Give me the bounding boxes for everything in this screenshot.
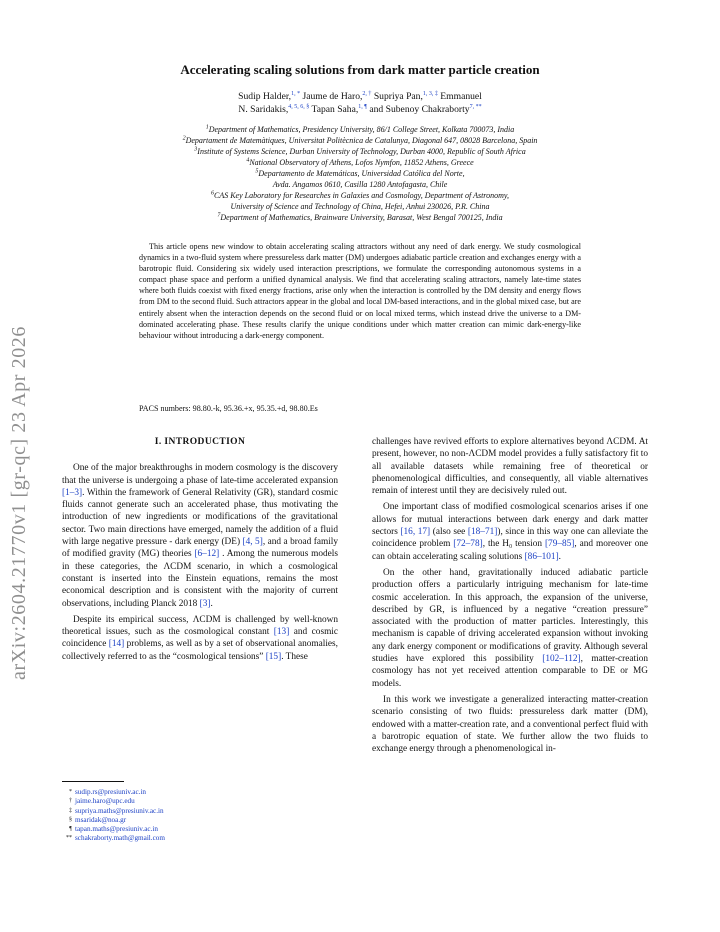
footnote bbox=[62, 834, 322, 843]
paragraph: challenges have revived efforts to explore alternatives beyond ΛCDM. At present, however, no non-ΛCDM model provides a fully satisfactory fit to all available datasets while remaining free of theoretical or phenomenological difficulties, and consequently, all viable alternatives remain of interest until they are decisively ruled out. bbox=[372, 437, 648, 497]
paragraph: Despite its empirical success, ΛCDM is challenged by well-known theoretical issues, such as the cosmological constant [13] and cosmic coincidence [14] problems, as well as by a set of observational anomalies, collectively referred to as the “cosmological tensions” [15]. These bbox=[62, 614, 339, 662]
author-affiliation-marker[interactable]: 1, ¶ bbox=[358, 103, 367, 110]
footnote bbox=[62, 816, 322, 825]
citation-link[interactable]: [18–71] bbox=[467, 527, 498, 538]
email-link[interactable]: supriya.maths@presiuniv.ac.in bbox=[75, 806, 164, 815]
footnote-marker: ‡ bbox=[69, 807, 72, 814]
affiliation bbox=[100, 201, 620, 212]
affiliation-number: 7 bbox=[217, 212, 221, 219]
footnote-marker: ¶ bbox=[69, 826, 72, 833]
pacs-numbers: PACS numbers: 98.80.-k, 95.36.+x, 95.35.+d, 98.80.Es bbox=[139, 404, 318, 413]
arxiv-sidebar bbox=[0, 0, 44, 932]
affiliation bbox=[100, 212, 620, 223]
author-name: Supriya Pan, bbox=[373, 91, 423, 102]
affiliation-text: CAS Key Laboratory for Researches in Galaxies and Cosmology, Department of Astronomy, bbox=[213, 191, 509, 200]
affiliation bbox=[100, 135, 620, 146]
affiliation-number: 2 bbox=[182, 135, 186, 142]
citation-link[interactable]: [86–101] bbox=[524, 551, 559, 562]
citation-link[interactable]: [15] bbox=[265, 651, 282, 662]
email-link[interactable]: tapan.maths@presiuniv.ac.in bbox=[75, 825, 158, 834]
affiliation-text: Avda. Angamos 0610, Casilla 1280 Antofagasta, Chile bbox=[272, 180, 448, 189]
right-column bbox=[372, 436, 648, 759]
affiliations bbox=[100, 124, 620, 223]
affiliation bbox=[100, 157, 620, 168]
footnote-divider bbox=[62, 781, 124, 782]
paragraph: One of the major breakthroughs in modern cosmology is the discovery that the universe is undergoing a phase of late-time accelerated expansion [1–3]. Within the framework of General Relativity (GR), standard cosmic fluids cannot generate such an accelerated phase, thus motivating the introduction of new ingredients or modifications of the gravitational sector. Two main directions have emerged, namely the addition of a fluid with large negative pressure - dark energy (DE) [4, 5], and a broad family of modified gravity (MG) theories [6–12] . Among the numerous models in these categories, the ΛCDM scenario, in which a cosmological constant is inserted into the Einstein equations, remains the most economical description and is consistent with the majority of current observations, including Planck 2018 [3]. bbox=[62, 463, 339, 609]
affiliation-text: National Observatory of Athens, Lofos Nymfon, 11852 Athens, Greece bbox=[249, 158, 474, 167]
footnote-marker: † bbox=[69, 798, 72, 805]
citation-link[interactable]: [102–112] bbox=[542, 654, 581, 665]
email-link[interactable]: msaridak@noa.gr bbox=[75, 815, 127, 824]
citation-link[interactable]: [16, 17] bbox=[400, 527, 431, 538]
affiliation bbox=[100, 168, 620, 179]
author-list bbox=[120, 90, 600, 116]
affiliation-text: University of Science and Technology of China, Hefei, Anhui 230026, P.R. China bbox=[230, 202, 490, 211]
footnotes bbox=[62, 788, 322, 844]
affiliation-number: 3 bbox=[194, 146, 198, 153]
footnote-marker: * bbox=[69, 789, 72, 795]
paper-title: Accelerating scaling solutions from dark matter particle creation bbox=[180, 62, 540, 77]
affiliation-number: 5 bbox=[255, 168, 259, 175]
affiliation bbox=[100, 179, 620, 190]
author-name: Sudip Halder, bbox=[238, 91, 292, 102]
citation-link[interactable]: [79–85] bbox=[544, 539, 575, 550]
arxiv-identifier: arXiv:2604.21770v1 [gr-qc] 23 Apr 2026 bbox=[8, 325, 30, 680]
citation-link[interactable]: [14] bbox=[108, 639, 125, 650]
footnote bbox=[62, 807, 322, 816]
author-affiliation-marker[interactable]: 4, 5, 6, § bbox=[288, 103, 310, 110]
author-name: and Subenoy Chakraborty bbox=[369, 104, 470, 115]
author-name: N. Saridakis, bbox=[238, 104, 289, 115]
author-affiliation-marker[interactable]: 7, ** bbox=[469, 103, 482, 110]
footnote bbox=[62, 788, 322, 797]
affiliation bbox=[100, 190, 620, 201]
author-affiliation-marker[interactable]: 2, † bbox=[362, 90, 372, 97]
author-line-1 bbox=[120, 90, 600, 103]
footnote-marker: ** bbox=[66, 835, 72, 842]
affiliation bbox=[100, 124, 620, 135]
author-affiliation-marker[interactable]: 1, 3, ‡ bbox=[422, 90, 438, 97]
email-link[interactable]: sudip.rs@presiuniv.ac.in bbox=[75, 788, 147, 796]
abstract: This article opens new window to obtain accelerating scaling attractors without any need of dark energy. We study cosmological dynamics in a two-fluid system where pressureless dark matter (DM) undergoes adiabatic particle creation and exchanges energy with a barotropic fluid. Considering six widely used interaction prescriptions, we formulate the corresponding autonomous systems in a compact phase space and perform a unified dynamical analysis. We find that accelerating scaling attractors, namely late-time states where both fluids coexist with fixed energy fractions, arise only when the interaction is controlled by the DM density and energy flows from DM to the second fluid. Such attractors appear in the global and local DM-based interactions, and in the global mixed case, but are entirely absent when the interaction depends on the second fluid or on local mixed terms, which instead drive the universe to a DM-dominated accelerating phase. These results clarify the unique conditions under which matter creation can mimic dark-energy-like behaviour without introducing a dark-energy component. bbox=[139, 242, 581, 340]
citation-link[interactable]: [4, 5] bbox=[242, 537, 263, 548]
author-affiliation-marker[interactable]: 1, * bbox=[291, 90, 301, 97]
author-line-2 bbox=[120, 103, 600, 116]
author-name: Tapan Saha, bbox=[311, 104, 359, 115]
affiliation-text: Departamento de Matemáticas, Universidad Católica del Norte, bbox=[258, 169, 465, 178]
affiliation-text: Department of Mathematics, Presidency University, 86/1 College Street, Kolkata 700073, India bbox=[208, 125, 515, 134]
citation-link[interactable]: [3] bbox=[199, 598, 211, 609]
footnote-marker: § bbox=[69, 816, 72, 823]
affiliation-number: 1 bbox=[205, 124, 209, 131]
citation-link[interactable]: [1–3] bbox=[62, 487, 83, 498]
paragraph: On the other hand, gravitationally induced adiabatic particle production offers a particularly intriguing mechanism for late-time cosmic acceleration. In this approach, the expansion of the universe, described by GR, is influenced by a negative “creation pressure” associated with the production of matter particles. Interestingly, this mechanism is capable of driving accelerated expansion without invoking any dark energy component or modifications of gravity. Although several studies have explored this possibility [102–112], matter-creation cosmology has not yet received attention comparable to DE or MG models. bbox=[372, 567, 648, 689]
affiliation bbox=[100, 146, 620, 157]
author-name: Emmanuel bbox=[440, 91, 482, 102]
affiliation-text: Departament de Matemàtiques, Universitat Politècnica de Catalunya, Diagonal 647, 08028 Barcelona, Spain bbox=[185, 136, 538, 145]
email-link[interactable]: schakraborty.math@gmail.com bbox=[75, 834, 165, 843]
section-heading: I. INTRODUCTION bbox=[154, 437, 246, 447]
affiliation-number: 6 bbox=[210, 190, 214, 197]
footnote bbox=[62, 797, 322, 806]
paragraph: In this work we investigate a generalized interacting matter-creation scenario consisting of two fluids: pressureless dark matter (DM), endowed with a matter-creation rate, and a conventional perfect fluid with a barotropic equation of state. We further allow the two fluids to exchange energy through a phenomenological in- bbox=[372, 694, 648, 755]
citation-link[interactable]: [6–12] bbox=[194, 549, 220, 560]
affiliation-number: 4 bbox=[246, 157, 250, 164]
email-link[interactable]: jaime.haro@upc.edu bbox=[75, 797, 135, 806]
citation-link[interactable]: [72–78] bbox=[453, 539, 483, 550]
left-column bbox=[62, 436, 338, 667]
paragraph: One important class of modified cosmological scenarios arises if one allows for mutual interactions between dark energy and dark matter sectors [16, 17] (also see [18–71]), since in this way one can alleviate the coincidence problem [72–78], the H₀ tension [79–85], and moreover one can obtain accelerating scaling solutions [86–101]. bbox=[372, 502, 649, 562]
author-name: Jaume de Haro, bbox=[302, 91, 363, 102]
citation-link[interactable]: [13] bbox=[273, 627, 290, 638]
footnote bbox=[62, 825, 322, 834]
affiliation-text: Institute of Systems Science, Durban University of Technology, Durban 4000, Republic of South Africa bbox=[197, 147, 526, 156]
affiliation-text: Department of Mathematics, Brainware University, Barasat, West Bengal 700125, India bbox=[220, 213, 503, 222]
